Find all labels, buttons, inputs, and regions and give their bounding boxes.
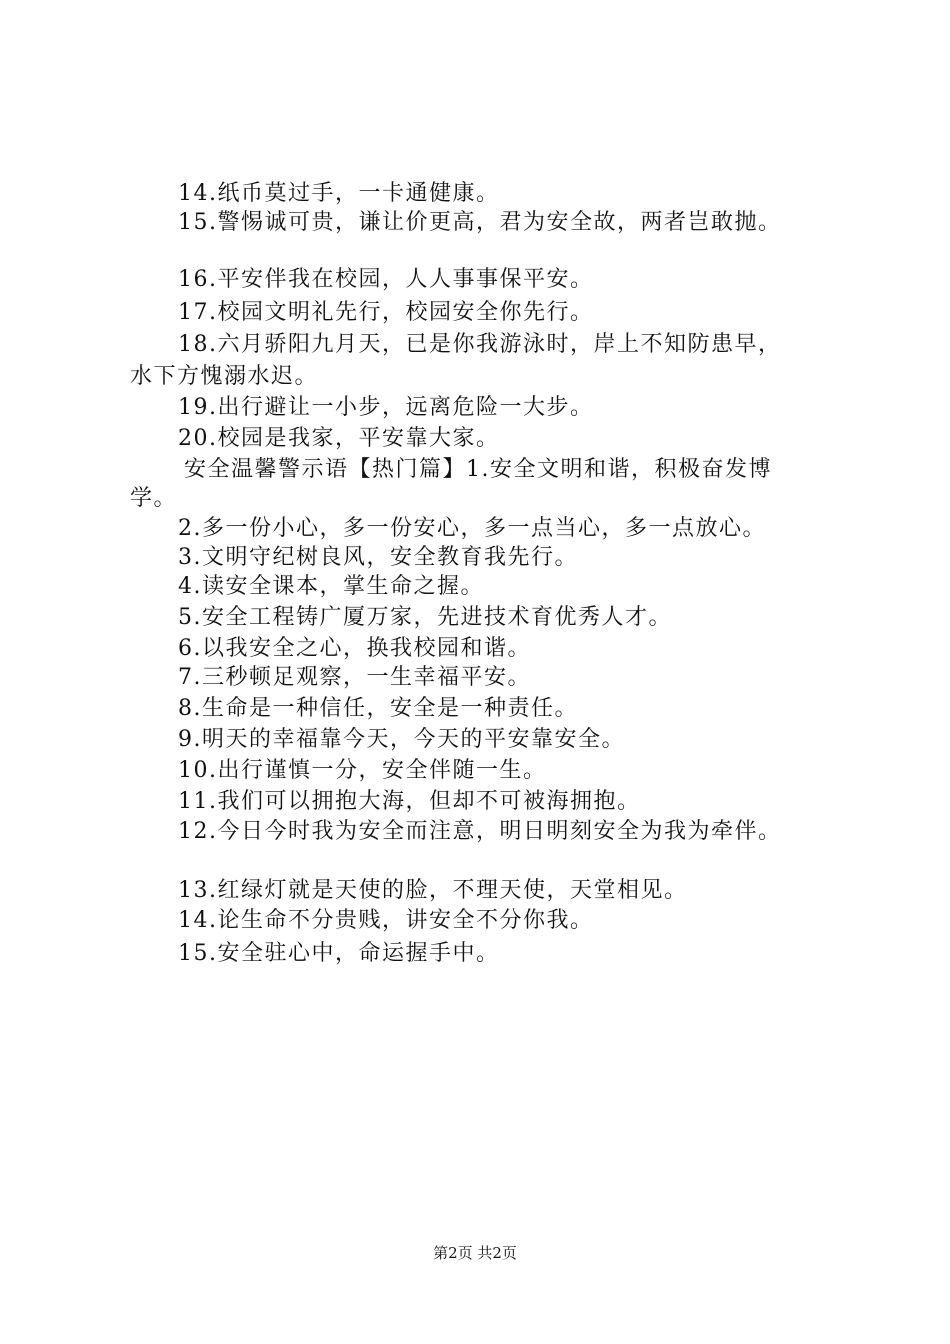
text-line: 20.校园是我家，平安靠大家。 — [178, 426, 500, 451]
section-heading-line: 安全温馨警示语【热门篇】1.安全文明和谐，积极奋发博 — [184, 457, 772, 482]
text-line: 9.明天的幸福靠今天，今天的平安靠安全。 — [178, 727, 625, 752]
text-line: 10.出行谨慎一分，安全伴随一生。 — [178, 758, 547, 783]
text-line: 15.安全驻心中，命运握手中。 — [178, 941, 500, 966]
text-line: 18.六月骄阳九月天，已是你我游泳时，岸上不知防患早， — [178, 332, 782, 357]
page-footer: 第2页 共2页 — [433, 1244, 517, 1262]
text-line: 6.以我安全之心，换我校园和谐。 — [178, 636, 531, 661]
text-line: 3.文明守纪树良风，安全教育我先行。 — [178, 545, 578, 570]
text-line: 2.多一份小心，多一份安心，多一点当心，多一点放心。 — [178, 516, 766, 541]
text-line: 13.红绿灯就是天使的脸，不理天使，天堂相见。 — [178, 878, 688, 903]
text-line: 14.纸币莫过手，一卡通健康。 — [178, 181, 500, 206]
text-line: 7.三秒顿足观察，一生幸福平安。 — [178, 665, 531, 690]
text-line: 15.警惕诚可贵，谦让价更高，君为安全故，两者岂敢抛。 — [178, 210, 782, 235]
text-line: 19.出行避让一小步，远离危险一大步。 — [178, 395, 594, 420]
text-line: 学。 — [130, 486, 178, 511]
text-line: 11.我们可以拥抱大海，但却不可被海拥抱。 — [178, 789, 641, 814]
text-line: 12.今日今时我为安全而注意，明日明刻安全为我为牵伴。 — [178, 819, 782, 844]
text-line: 14.论生命不分贵贱，讲安全不分你我。 — [178, 908, 594, 933]
text-line: 8.生命是一种信任，安全是一种责任。 — [178, 696, 578, 721]
text-line: 4.读安全课本，掌生命之握。 — [178, 574, 484, 599]
text-line: 水下方愧溺水迟。 — [130, 364, 319, 389]
text-line: 17.校园文明礼先行，校园安全你先行。 — [178, 300, 594, 325]
text-line: 16.平安伴我在校园，人人事事保平安。 — [178, 267, 594, 292]
text-line: 5.安全工程铸广厦万家，先进技术育优秀人才。 — [178, 605, 672, 630]
